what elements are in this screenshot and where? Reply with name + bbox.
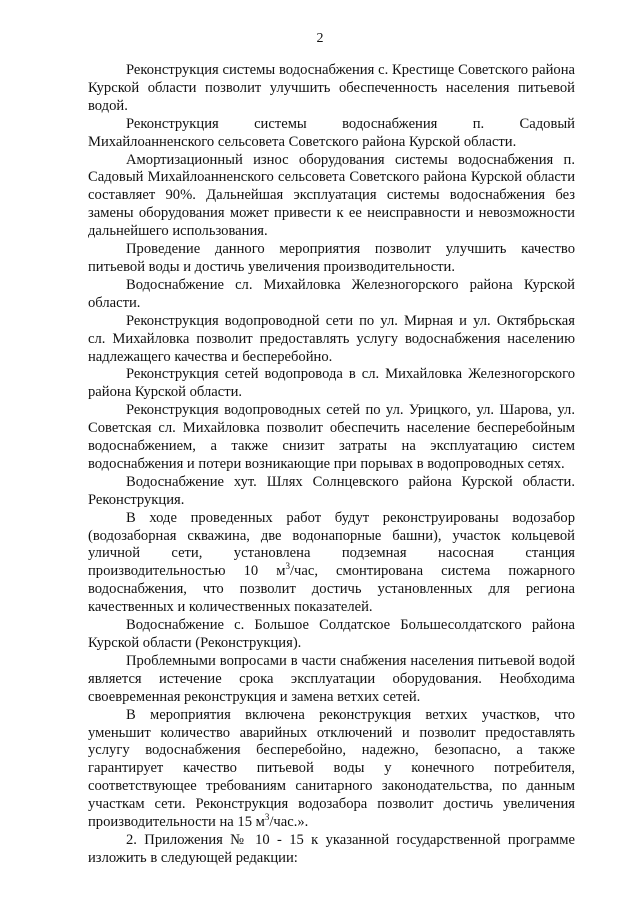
paragraph-text: /час.». bbox=[269, 814, 309, 831]
paragraph: 2. Приложения № 10 - 15 к указанной государственной программе изложить в следующей редакции: bbox=[88, 831, 575, 866]
paragraph: Проблемными вопросами в части снабжения населения питьевой водой является истечение срока эксплуатации оборудования. Необходима своевременная реконструкция и замена ветхих сетей. bbox=[88, 652, 575, 705]
paragraph: Водоснабжение хут. Шлях Солнцевского района Курской области. Реконструкция. bbox=[88, 473, 575, 508]
paragraph bbox=[88, 707, 575, 832]
paragraph bbox=[88, 510, 575, 617]
paragraph: Водоснабжение с. Большое Солдатское Большесолдатского района Курской области (Реконструкция). bbox=[88, 617, 575, 651]
paragraph: Амортизационный износ оборудования системы водоснабжения п. Садовый Михайлоанненского сельсовета Советского района Курской области составляет 90%. Дальнейшая эксплуатация системы водоснабжения без замены оборудования может привести к ее неисправности и невозможности дальнейшего использования. bbox=[88, 151, 575, 240]
paragraph: Реконструкция водопроводной сети по ул. Мирная и ул. Октябрьская сл. Михайловка позволит предоставлять услугу водоснабжения населению надлежащего качества и бесперебойно. bbox=[88, 312, 575, 365]
superscript: 3 bbox=[285, 561, 290, 572]
paragraph: Реконструкция системы водоснабжения п. Садовый Михайлоанненского сельсовета Советского района Курской области. bbox=[88, 115, 575, 150]
paragraph: Реконструкция сетей водопровода в сл. Михайловка Железногорского района Курской области. bbox=[88, 366, 575, 401]
paragraph-text: В ходе проведенных работ будут реконструированы водозабор (водозаборная скважина, две водонапорные башни), участок кольцевой уличной сети, установлена подземная насосная станция производительностью 10 м bbox=[88, 509, 575, 580]
paragraph-text: /час, смонтирована система пожарного водоснабжения, что позволит достичь установленных для региона качественных и количественных показателей. bbox=[88, 563, 575, 616]
superscript: 3 bbox=[264, 812, 270, 823]
document-body bbox=[88, 62, 575, 868]
page-number: 2 bbox=[316, 31, 324, 46]
paragraph-text: В мероприятия включена реконструкция ветхих участков, что уменьшит количество аварийных отключений и позволит предоставлять услугу водоснабжения бесперебойно, надежно, безопасно, а также гарантирует качество питьевой воды у конечного потребителя, соответствующее требованиям санитарного законодательства, по данным участкам сети. Реконструкция водозабора позволит достичь увеличения производительности на 15 м bbox=[88, 706, 575, 831]
paragraph: Водоснабжение сл. Михайловка Железногорского района Курской области. bbox=[88, 276, 575, 311]
paragraph: Реконструкция водопроводных сетей по ул. Урицкого, ул. Шарова, ул. Советская сл. Михайловка позволит обеспечить население бесперебойным водоснабжением, а также снизит затраты на эксплуатацию систем водоснабжения и потери возникающие при порывах в водопроводных сетях. bbox=[88, 402, 575, 472]
paragraph: Реконструкция системы водоснабжения с. Крестище Советского района Курской области позволит улучшить обеспеченность населения питьевой водой. bbox=[88, 62, 575, 114]
paragraph: Проведение данного мероприятия позволит улучшить качество питьевой воды и достичь увеличения производительности. bbox=[88, 241, 575, 275]
